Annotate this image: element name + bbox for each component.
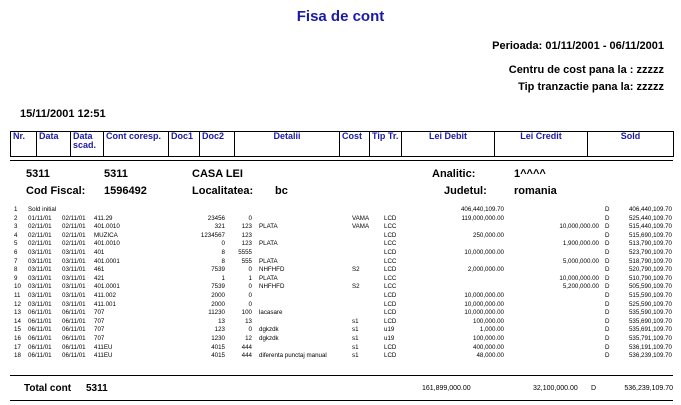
localitate-value: bc bbox=[275, 185, 288, 197]
row-cont: 411.002 bbox=[94, 291, 116, 299]
row-doc2: 13 bbox=[245, 317, 252, 325]
row-sold: 523,790,109.70 bbox=[628, 248, 672, 256]
row-data: 03/11/01 bbox=[28, 283, 52, 291]
row-nr: 15 bbox=[14, 326, 21, 334]
row-nr: 17 bbox=[14, 343, 21, 351]
row-cont: 401.0001 bbox=[94, 283, 120, 291]
row-doc1: 1230 bbox=[211, 334, 225, 342]
row-doc2: 0 bbox=[248, 300, 252, 308]
cost-center: Centru de cost pana la : zzzzz bbox=[508, 64, 664, 76]
row-cost: s1 bbox=[352, 334, 359, 342]
row-data-scad: 03/11/01 bbox=[62, 291, 86, 299]
table-row bbox=[14, 352, 674, 361]
row-dc: D bbox=[605, 343, 610, 351]
table-row bbox=[14, 215, 674, 224]
row-dc: D bbox=[605, 214, 610, 222]
judet-value: romania bbox=[514, 185, 557, 197]
row-doc1: 13 bbox=[218, 317, 225, 325]
row-cont: 411EU bbox=[94, 352, 113, 360]
row-detalii: PLATA bbox=[259, 274, 278, 282]
row-cost: VAMA bbox=[352, 223, 370, 231]
col-lei-debit: Lei Debit bbox=[402, 132, 495, 157]
row-doc1: 1 bbox=[221, 274, 225, 282]
row-dc: D bbox=[605, 266, 610, 274]
row-cont: 421 bbox=[94, 274, 105, 282]
col-doc2: Doc2 bbox=[200, 132, 235, 157]
row-tip: LCD bbox=[384, 317, 397, 325]
row-sold: 536,191,109.70 bbox=[628, 343, 672, 351]
row-nr: 5 bbox=[14, 240, 18, 248]
row-tip: LCD bbox=[384, 266, 397, 274]
row-data: 03/11/01 bbox=[28, 274, 52, 282]
table-row bbox=[14, 206, 674, 215]
row-detalii: PLATA bbox=[259, 240, 278, 248]
table-row bbox=[14, 344, 674, 353]
row-nr: 3 bbox=[14, 223, 18, 231]
row-nr: 11 bbox=[14, 291, 21, 299]
row-tip: u19 bbox=[384, 326, 395, 334]
row-sold: 536,239,109.70 bbox=[628, 352, 672, 360]
analitic-value: 1^^^^ bbox=[514, 168, 546, 180]
table-row bbox=[14, 335, 674, 344]
row-cont: 411.29 bbox=[94, 214, 113, 222]
row-credit: 5,200,000.00 bbox=[562, 283, 599, 291]
row-doc2: 100 bbox=[241, 309, 252, 317]
row-data: 03/11/01 bbox=[28, 248, 52, 256]
row-doc2: 0 bbox=[248, 266, 252, 274]
row-tip: LCC bbox=[384, 240, 397, 248]
report-title: Fisa de cont bbox=[296, 8, 385, 25]
col-lei-credit: Lei Credit bbox=[495, 132, 588, 157]
row-data: 03/11/01 bbox=[28, 300, 52, 308]
row-data-scad: 03/11/01 bbox=[62, 266, 86, 274]
row-doc1: 7539 bbox=[211, 283, 225, 291]
col-doc1: Doc1 bbox=[169, 132, 200, 157]
row-sold: 406,440,109.70 bbox=[628, 206, 672, 213]
row-data: 02/11/01 bbox=[28, 240, 52, 248]
table-row bbox=[14, 223, 674, 232]
row-data-scad: 06/11/01 bbox=[62, 309, 86, 317]
row-data: 06/11/01 bbox=[28, 352, 52, 360]
col-data-scad: Data scad. bbox=[71, 132, 104, 157]
row-cost: VAMA bbox=[352, 214, 370, 222]
row-cont: 707 bbox=[94, 334, 105, 342]
table-row bbox=[14, 266, 674, 275]
row-sold: 525,440,109.70 bbox=[628, 214, 672, 222]
row-doc1: 11230 bbox=[208, 309, 225, 317]
row-tip: LCD bbox=[384, 300, 397, 308]
row-doc2: 555 bbox=[241, 257, 252, 265]
row-data-scad: 03/11/01 bbox=[62, 248, 86, 256]
row-nr: 9 bbox=[14, 274, 18, 282]
row-doc1: 8 bbox=[221, 257, 225, 265]
account-code-2: 5311 bbox=[104, 168, 128, 180]
row-cost: s1 bbox=[352, 352, 359, 360]
row-cont: 401.0010 bbox=[94, 223, 120, 231]
row-data: 02/11/01 bbox=[28, 231, 52, 239]
col-nr: Nr. bbox=[11, 132, 37, 157]
row-sold: 513,790,109.70 bbox=[628, 240, 672, 248]
row-detalii: NHFHFD bbox=[259, 283, 285, 291]
row-nr: 6 bbox=[14, 248, 18, 256]
row-doc1: 321 bbox=[214, 223, 225, 231]
row-debit: 10,000,000.00 bbox=[464, 291, 504, 299]
row-credit: 1,900,000.00 bbox=[562, 240, 599, 248]
row-tip: LCD bbox=[384, 214, 397, 222]
row-sold: 535,791,109.70 bbox=[628, 334, 672, 342]
row-cont: 411EU bbox=[94, 343, 113, 351]
table-row bbox=[14, 283, 674, 292]
row-data-scad: 03/11/01 bbox=[62, 257, 86, 265]
row-cont: 411.001 bbox=[94, 300, 116, 308]
row-data: 06/11/01 bbox=[28, 309, 52, 317]
total-credit: 32,100,000.00 bbox=[533, 385, 578, 392]
row-debit: 400,000.00 bbox=[473, 343, 504, 351]
judet-label: Judetul: bbox=[444, 185, 487, 197]
row-sold: 535,691,109.70 bbox=[628, 326, 672, 334]
row-doc2: 0 bbox=[248, 214, 252, 222]
col-sold: Sold bbox=[588, 132, 674, 157]
row-tip: LCD bbox=[384, 352, 397, 360]
total-dc: D bbox=[591, 385, 597, 392]
row-detalii: NHFHFD bbox=[259, 266, 285, 274]
divider bbox=[10, 160, 673, 161]
row-cost: S2 bbox=[352, 283, 360, 291]
row-nr: 2 bbox=[14, 214, 18, 222]
row-dc: D bbox=[605, 283, 610, 291]
row-data-scad: 06/11/01 bbox=[62, 326, 86, 334]
row-tip: LCD bbox=[384, 248, 397, 256]
row-nr: 18 bbox=[14, 352, 21, 360]
row-doc1: 1234567 bbox=[200, 231, 225, 239]
row-sold: 515,690,109.70 bbox=[628, 231, 672, 239]
row-sold: 535,590,109.70 bbox=[628, 309, 672, 317]
row-cont: 707 bbox=[94, 317, 105, 325]
row-cont: 401 bbox=[94, 248, 105, 256]
row-data-scad: 03/11/01 bbox=[62, 283, 86, 291]
row-tip: LCD bbox=[384, 343, 397, 351]
col-cost: Cost bbox=[340, 132, 370, 157]
row-dc: D bbox=[605, 231, 610, 239]
row-data: 03/11/01 bbox=[28, 266, 52, 274]
row-data: 06/11/01 bbox=[28, 334, 52, 342]
row-detalii: dgkzdk bbox=[259, 326, 279, 334]
table-row bbox=[14, 240, 674, 249]
row-tip: LCC bbox=[384, 257, 397, 265]
col-tip-tr: Tip Tr. bbox=[370, 132, 402, 157]
account-name: CASA LEI bbox=[192, 168, 243, 180]
total-debit: 161,899,000.00 bbox=[422, 385, 471, 392]
row-nr: 10 bbox=[14, 283, 21, 291]
row-credit: 10,000,000.00 bbox=[559, 274, 599, 282]
row-doc2: 12 bbox=[245, 334, 252, 342]
row-debit: 1,000.00 bbox=[479, 326, 504, 334]
row-detalii: PLATA bbox=[259, 257, 278, 265]
row-doc1: 4015 bbox=[211, 343, 225, 351]
row-cost: s1 bbox=[352, 317, 359, 325]
row-doc2: 0 bbox=[248, 326, 252, 334]
row-credit: 10,000,000.00 bbox=[559, 223, 599, 231]
row-data: 02/11/01 bbox=[28, 223, 52, 231]
table-row bbox=[14, 292, 674, 301]
analitic-label: Analitic: bbox=[432, 168, 476, 180]
row-nr: 14 bbox=[14, 317, 21, 325]
table-row bbox=[14, 258, 674, 267]
row-doc1: 0 bbox=[221, 240, 225, 248]
row-cost: s1 bbox=[352, 326, 359, 334]
row-data: 03/11/01 bbox=[28, 257, 52, 265]
row-dc: D bbox=[605, 326, 610, 334]
print-date: 15/11/2001 12:51 bbox=[20, 108, 106, 120]
row-sold: 515,440,109.70 bbox=[628, 223, 672, 231]
row-data-scad: 06/11/01 bbox=[62, 334, 86, 342]
transactions-list bbox=[14, 206, 674, 361]
row-nr: 13 bbox=[14, 309, 21, 317]
row-debit: 100,000.00 bbox=[473, 334, 504, 342]
row-sold: 525,590,109.70 bbox=[628, 300, 672, 308]
row-dc: D bbox=[605, 240, 610, 248]
row-cont: 401.0001 bbox=[94, 257, 120, 265]
total-label: Total cont bbox=[24, 383, 72, 394]
row-cost: s1 bbox=[352, 343, 359, 351]
row-dc: D bbox=[605, 352, 610, 360]
row-sold: 520,790,109.70 bbox=[628, 266, 672, 274]
row-doc2: 123 bbox=[241, 223, 252, 231]
row-doc1: 2000 bbox=[211, 291, 225, 299]
table-row bbox=[14, 309, 674, 318]
row-debit: 250,000.00 bbox=[473, 231, 504, 239]
row-sold: 535,690,109.70 bbox=[628, 317, 672, 325]
row-doc1: 8 bbox=[221, 248, 225, 256]
cod-fiscal-value: 1596492 bbox=[104, 185, 147, 197]
row-data: 06/11/01 bbox=[28, 317, 52, 325]
row-detalii: lacasare bbox=[259, 309, 283, 317]
row-debit: 10,000,000.00 bbox=[464, 248, 504, 256]
row-doc1: 7539 bbox=[211, 266, 225, 274]
row-data-scad: 03/11/01 bbox=[62, 300, 86, 308]
row-cont: MUZICA bbox=[94, 231, 118, 239]
row-doc2: 444 bbox=[241, 343, 252, 351]
row-tip: LCD bbox=[384, 309, 397, 317]
col-cont-coresp: Cont coresp. bbox=[104, 132, 169, 157]
row-dc: D bbox=[605, 206, 610, 213]
row-tip: LCC bbox=[384, 283, 397, 291]
row-cont: 707 bbox=[94, 309, 105, 317]
row-nr: 8 bbox=[14, 266, 18, 274]
row-cont: 461 bbox=[94, 266, 105, 274]
row-data-scad: 02/11/01 bbox=[62, 214, 86, 222]
row-detalii: diferenta punctaj manual bbox=[259, 352, 327, 360]
row-doc2: 123 bbox=[241, 231, 252, 239]
row-debit: 48,000.00 bbox=[476, 352, 504, 360]
row-data-scad: 06/11/01 bbox=[62, 352, 86, 360]
row-nr: 16 bbox=[14, 334, 21, 342]
row-debit: 10,000,000.00 bbox=[464, 300, 504, 308]
table-row bbox=[14, 275, 674, 284]
row-doc2: 1 bbox=[248, 274, 252, 282]
total-account: 5311 bbox=[86, 383, 108, 394]
row-data-scad: 03/11/01 bbox=[62, 274, 86, 282]
row-detalii: PLATA bbox=[259, 223, 278, 231]
period: Perioada: 01/11/2001 - 06/11/2001 bbox=[492, 40, 664, 52]
row-doc1: 123 bbox=[214, 326, 225, 334]
divider bbox=[10, 375, 673, 376]
col-detalii: Detalii bbox=[235, 132, 340, 157]
row-dc: D bbox=[605, 257, 610, 265]
row-doc1: 23456 bbox=[207, 214, 225, 222]
row-dc: D bbox=[605, 291, 610, 299]
row-sold: 515,590,109.70 bbox=[628, 291, 672, 299]
row-tip: LCC bbox=[384, 223, 397, 231]
row-dc: D bbox=[605, 317, 610, 325]
row-debit: 10,000,000.00 bbox=[464, 309, 504, 317]
row-dc: D bbox=[605, 300, 610, 308]
row-sold: 505,590,109.70 bbox=[628, 283, 672, 291]
row-data: 01/11/01 bbox=[28, 214, 52, 222]
row-doc2: 5555 bbox=[238, 248, 252, 256]
row-data: 06/11/01 bbox=[28, 326, 52, 334]
row-tip: LCC bbox=[384, 274, 397, 282]
row-dc: D bbox=[605, 223, 610, 231]
row-tip: u19 bbox=[384, 334, 395, 342]
row-data: 03/11/01 bbox=[28, 291, 52, 299]
row-sold: 510,790,109.70 bbox=[628, 274, 672, 282]
row-cont: 707 bbox=[94, 326, 105, 334]
row-cost: S2 bbox=[352, 266, 360, 274]
row-doc1: 4015 bbox=[211, 352, 225, 360]
table-row bbox=[14, 301, 674, 310]
row-nr: 12 bbox=[14, 300, 21, 308]
row-dc: D bbox=[605, 248, 610, 256]
cod-fiscal-label: Cod Fiscal: bbox=[26, 185, 86, 197]
row-doc2: 123 bbox=[241, 240, 252, 248]
row-doc2: 0 bbox=[248, 283, 252, 291]
table-row bbox=[14, 326, 674, 335]
row-doc2: 444 bbox=[241, 352, 252, 360]
row-nr: 7 bbox=[14, 257, 18, 265]
row-debit: 2,000,000.00 bbox=[467, 266, 504, 274]
table-row bbox=[14, 232, 674, 241]
row-debit: 406,440,109.70 bbox=[460, 206, 504, 213]
account-code: 5311 bbox=[26, 168, 50, 180]
row-data-scad: 06/11/01 bbox=[62, 317, 86, 325]
row-nr: 4 bbox=[14, 231, 18, 239]
row-data-scad: 02/11/01 bbox=[62, 231, 86, 239]
divider bbox=[10, 400, 673, 401]
localitate-label: Localitatea: bbox=[192, 185, 254, 197]
row-data: Sold initial bbox=[28, 206, 57, 213]
row-dc: D bbox=[605, 309, 610, 317]
table-row bbox=[14, 318, 674, 327]
row-data-scad: 02/11/01 bbox=[62, 223, 86, 231]
row-doc2: 0 bbox=[248, 291, 252, 299]
row-detalii: dgkzdk bbox=[259, 334, 279, 342]
row-debit: 119,000,000.00 bbox=[461, 214, 504, 222]
row-credit: 5,000,000.00 bbox=[562, 257, 599, 265]
row-dc: D bbox=[605, 274, 610, 282]
row-cont: 401.0010 bbox=[94, 240, 120, 248]
row-sold: 518,790,109.70 bbox=[628, 257, 672, 265]
row-dc: D bbox=[605, 334, 610, 342]
row-data: 06/11/01 bbox=[28, 343, 52, 351]
row-tip: LCD bbox=[384, 231, 397, 239]
row-data-scad: 06/11/01 bbox=[62, 343, 86, 351]
row-debit: 100,000.00 bbox=[473, 317, 504, 325]
col-data: Data bbox=[37, 132, 71, 157]
row-nr: 1 bbox=[14, 206, 18, 213]
row-doc1: 2000 bbox=[211, 300, 225, 308]
row-data-scad: 02/11/01 bbox=[62, 240, 86, 248]
column-header bbox=[10, 131, 674, 157]
total-sold: 536,239,109.70 bbox=[624, 385, 673, 392]
transaction-type: Tip tranzactie pana la: zzzzz bbox=[518, 81, 664, 93]
row-tip: LCD bbox=[384, 291, 397, 299]
table-row bbox=[14, 249, 674, 258]
